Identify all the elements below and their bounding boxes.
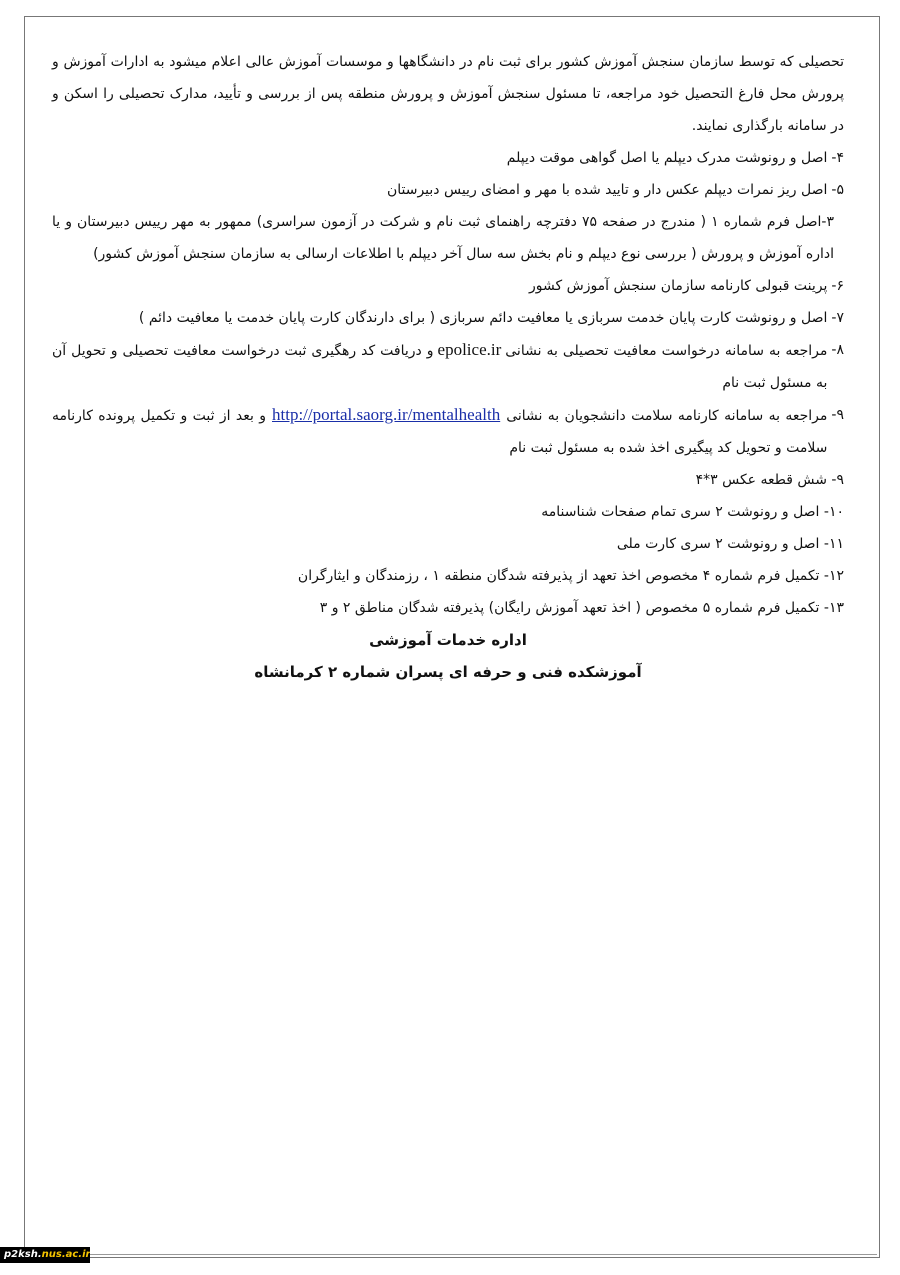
list-item-5 <box>52 174 844 206</box>
site-badge <box>0 1247 90 1263</box>
document-body <box>52 46 844 688</box>
item-8-text-b: و دریافت کد رهگیری ثبت درخواست معافیت تحصیلی و تحویل آن به مسئول ثبت نام <box>52 343 828 391</box>
item-9-text-b: و بعد از ثبت و تکمیل پرونده کارنامه سلامت و تحویل کد پیگیری اخذ شده به مسئول ثبت نام <box>52 408 828 456</box>
list-item-4 <box>52 142 844 174</box>
list-item-10: ۱۰- اصل و رونوشت ۲ سری تمام صفحات شناسنامه <box>541 504 844 520</box>
badge-name: p2ksh. <box>4 1249 42 1260</box>
item-text <box>52 334 827 399</box>
signature-institute: آموزشکده فنی و حرفه ای پسران شماره ۲ کرمانشاه <box>254 663 642 681</box>
item-text <box>52 399 827 464</box>
item-text: اصل و رونوشت کارت پایان خدمت سربازی یا معافیت دائم سربازی ( برای دارندگان کارت پایان خدمت یا معافیت دائم ) <box>138 310 828 326</box>
intro-paragraph: تحصیلی که توسط سازمان سنجش آموزش کشور برای ثبت نام در دانشگاهها و موسسات آموزش عالی اعلام میشود به ادارات آموزش و پرورش محل فارغ التحصیل خود مراجعه، تا مسئول سنجش آموزش و پرورش منطقه پس از بررسی و تأیید، مدارک تحصیلی را اسکن و در سامانه بارگذاری نمایند. <box>52 54 844 134</box>
list-item-9 <box>52 399 844 464</box>
item-8-text-a: مراجعه به سامانه درخواست معافیت تحصیلی به نشانی <box>505 343 828 359</box>
list-item-8 <box>52 334 844 399</box>
list-item-11: ۱۱- اصل و رونوشت ۲ سری کارت ملی <box>616 536 844 552</box>
list-item-6 <box>52 270 844 302</box>
item-number: ۵- <box>831 182 844 198</box>
mental-health-link[interactable]: http://portal.saorg.ir/mentalhealth <box>272 405 501 424</box>
list-item-13: ۱۳- تکمیل فرم شماره ۵ مخصوص ( اخذ تعهد آموزش رایگان) پذیرفته شدگان مناطق ۲ و ۳ <box>319 600 844 616</box>
epolice-site: epolice.ir <box>437 340 502 359</box>
item-text: اصل ریز نمرات دیپلم عکس دار و تایید شده با مهر و امضای رییس دبیرستان <box>386 182 828 198</box>
item-number: ۹- <box>831 407 844 423</box>
list-item-3-form: ۳-اصل فرم شماره ۱ ( مندرج در صفحه ۷۵ دفترچه راهنمای ثبت نام و شرکت در آزمون سراسری) ممهور به مهر رییس دبیرستان و یا اداره آموزش و پرورش ( بررسی نوع دیپلم و نام بخش سه سال آخر دیپلم با اطلاعات ارسالی به سازمان سنجش آموزش کشور) <box>52 214 835 262</box>
list-item-7 <box>52 302 844 334</box>
item-text: پرینت قبولی کارنامه سازمان سنجش آموزش کشور <box>529 278 828 294</box>
item-number: ۸- <box>831 342 844 358</box>
item-number: ۶- <box>831 278 844 294</box>
item-number: ۷- <box>831 310 844 326</box>
item-9-text-a: مراجعه به سامانه کارنامه سلامت دانشجویان به نشانی <box>506 408 828 424</box>
item-text: اصل و رونوشت مدرک دیپلم یا اصل گواهی موقت دیپلم <box>506 150 828 166</box>
badge-domain: nus.ac.ir <box>41 1249 90 1260</box>
signature-office: اداره خدمات آموزشی <box>369 631 527 649</box>
list-item-photos: ۹- شش قطعه عکس ۳*۴ <box>695 472 844 488</box>
list-item-12: ۱۲- تکمیل فرم شماره ۴ مخصوص اخذ تعهد از پذیرفته شدگان منطقه ۱ ، رزمندگان و ایثارگران <box>297 568 844 584</box>
item-number: ۴- <box>831 150 844 166</box>
